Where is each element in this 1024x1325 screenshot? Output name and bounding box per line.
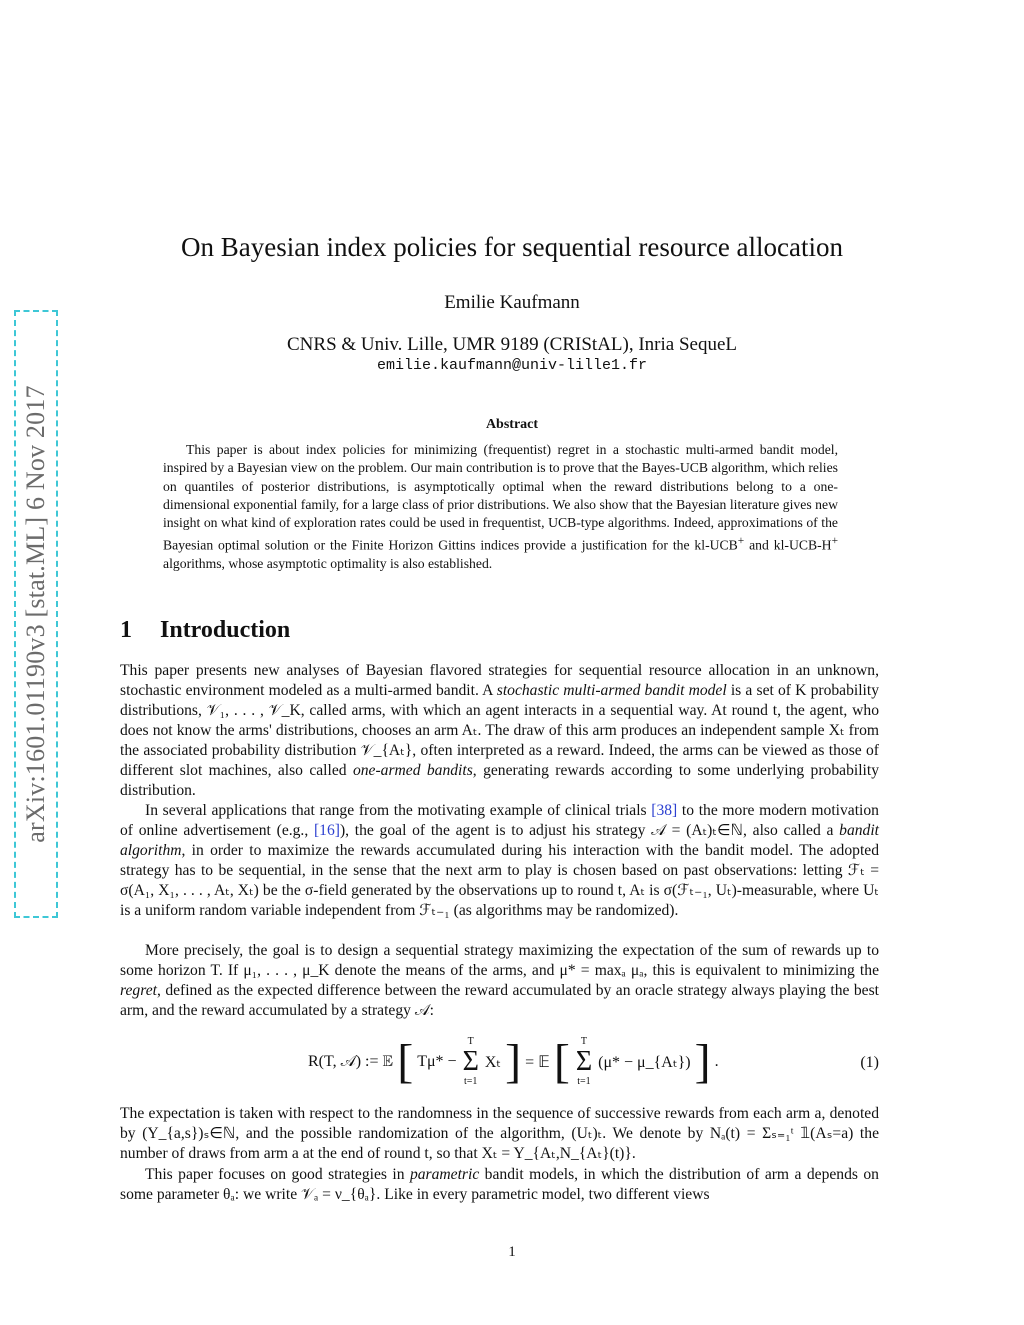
abstract-text-3: algorithms, whose asymptotic optimality is also established. xyxy=(163,556,493,572)
emphasis-text: regret xyxy=(120,982,157,999)
abstract-heading: Abstract xyxy=(485,417,539,432)
arxiv-stamp-text: arXiv:1601.01190v3 [stat.ML] 6 Nov 2017 xyxy=(21,385,50,843)
author-name: Emilie Kaufmann xyxy=(444,292,580,313)
paragraph-3: More precisely, the goal is to design a sequential strategy maximizing the expectation of the sum of rewards up to some horizon T. If μ₁, . . . , μ_K denote the means of the arms, and μ* = maxₐ μₐ, this is equivalent to minimizing the regret, defined as the expected difference between the reward accumulated by an oracle strategy always playing the best arm, and the reward accumulated by a strategy 𝒜: xyxy=(120,942,879,1019)
paragraph-4: The expectation is taken with respect to the randomness in the sequence of successive rewards from each arm a, denoted by (Y_{a,s})ₛ∈ℕ, and the possible randomization of the algorithm, (Uₜ)ₜ. We denote by Nₐ(t) = Σₛ₌₁ᵗ 𝟙(Aₛ=a) the number of draws from arm a at the end of round t, so that Xₜ = Y_{Aₜ,N_{Aₜ}(t)}. xyxy=(120,1105,879,1162)
section-number: 1 xyxy=(120,617,132,643)
page-number: 1 xyxy=(508,1244,516,1260)
equation-term: Xₜ xyxy=(484,1054,502,1071)
equation-1 xyxy=(120,1036,879,1096)
equation-middle: = 𝔼 xyxy=(525,1054,550,1071)
section-heading xyxy=(120,617,290,644)
equation-number: (1) xyxy=(860,1054,879,1071)
author-email[interactable]: emilie.kaufmann@univ-lille1.fr xyxy=(376,357,648,374)
author-affiliation: CNRS & Univ. Lille, UMR 9189 (CRIStAL), Inria SequeL xyxy=(287,334,737,355)
paragraph-2: In several applications that range from the motivating example of clinical trials [38] to the more modern motivation of online advertisement (e.g., [16]), the goal of the agent is to adjust his strategy 𝒜 = (Aₜ)ₜ∈ℕ, also called a bandit algorithm, in order to maximize the rewards accumulated during his interaction with the bandit model. The adopted strategy has to be sequential, in the sense that the next arm to play is chosen based on past observations: letting ℱₜ = σ(A₁, X₁, . . . , Aₜ, Xₜ) be the σ-field generated by the observations up to round t, Aₜ is σ(ℱₜ₋₁, Uₜ)-measurable, where Uₜ is a uniform random variable independent from ℱₜ₋₁ (as algorithms may be randomized). xyxy=(120,802,879,919)
citation-link[interactable]: [16] xyxy=(313,822,340,839)
abstract-text-1: This paper is about index policies for minimizing (frequentist) regret in a stochastic multi-armed bandit model, inspired by a Bayesian view on the problem. Our main contribution is to prove that the Bayes-UCB algorithm, which relies on quantiles of posterior distributions, is asymptotically optimal when the reward distributions belong to a one-dimensional exponential family, for a large class of prior distributions. We also show that the Bayesian literature gives new insight on what kind of exploration rates could be used in frequentist, UCB-type algorithms. Indeed, approximations of the Bayesian optimal solution or the Finite Horizon Gittins indices provide a justification for the kl-UCB xyxy=(163,442,838,554)
emphasis-text: parametric xyxy=(409,1166,480,1183)
sum-symbol: T Σ t=1 xyxy=(462,1036,479,1087)
emphasis-text: stochastic multi-armed bandit model xyxy=(496,682,727,699)
equation-lhs: R(T, 𝒜) := 𝔼 xyxy=(308,1053,394,1070)
paragraph-5: This paper focuses on good strategies in parametric bandit models, in which the distribution of arm a depends on some parameter θₐ: we write 𝒱ₐ = ν_{θₐ}. Like in every parametric model, two different views xyxy=(120,1166,879,1203)
emphasis-text: bandit algorithm xyxy=(120,822,879,859)
arxiv-stamp xyxy=(14,310,58,918)
equation-body: R(T, 𝒜) := 𝔼 [ Tμ* − T Σ t=1 Xₜ ] = 𝔼 [ T Σ t=1 (μ* − μ_{Aₜ}) ] . xyxy=(308,1035,719,1088)
citation-link[interactable]: [38] xyxy=(651,802,678,819)
equation-term: Tμ* − xyxy=(417,1053,457,1070)
paper-title: On Bayesian index policies for sequential resource allocation xyxy=(180,232,844,262)
equation-end: . xyxy=(714,1053,719,1070)
paragraph-1: This paper presents new analyses of Bayesian flavored strategies for sequential resource allocation in an unknown, stochastic environment modeled as a multi-armed bandit. A stochastic multi-armed bandit model is a set of K probability distributions, 𝒱₁, . . . , 𝒱_K, called arms, with which an agent interacts in a sequential way. At round t, the agent, who does not know the arms' distributions, chooses an arm Aₜ. The draw of this arm produces an independent sample Xₜ from the associated probability distribution 𝒱_{Aₜ}, often interpreted as a reward. Indeed, the arms can be viewed as those of different slot machines, also called one-armed bandits, generating rewards according to some underlying probability distribution. xyxy=(120,662,880,799)
abstract-text-2: and kl-UCB-H xyxy=(744,538,832,554)
abstract-body: This paper is about index policies for minimizing (frequentist) regret in a stochastic multi-armed bandit model, inspired by a Bayesian view on the problem. Our main contribution is to prove that the Bayes-UCB algorithm, which relies on quantiles of posterior distributions, is asymptotically optimal when the reward distributions belong to a one-dimensional exponential family, for a large class of prior distributions. We also show that the Bayesian literature gives new insight on what kind of exploration rates could be used in frequentist, UCB-type algorithms. Indeed, approximations of the Bayesian optimal solution or the Finite Horizon Gittins indices provide a justification for the kl-UCB+ and kl-UCB-H+ algorithms, whose asymptotic optimality is also established. xyxy=(163,442,838,572)
section-title: Introduction xyxy=(160,617,291,643)
equation-term: (μ* − μ_{Aₜ}) xyxy=(598,1054,691,1071)
sum-symbol: T Σ t=1 xyxy=(575,1036,593,1087)
emphasis-text: one-armed bandits xyxy=(352,762,473,779)
